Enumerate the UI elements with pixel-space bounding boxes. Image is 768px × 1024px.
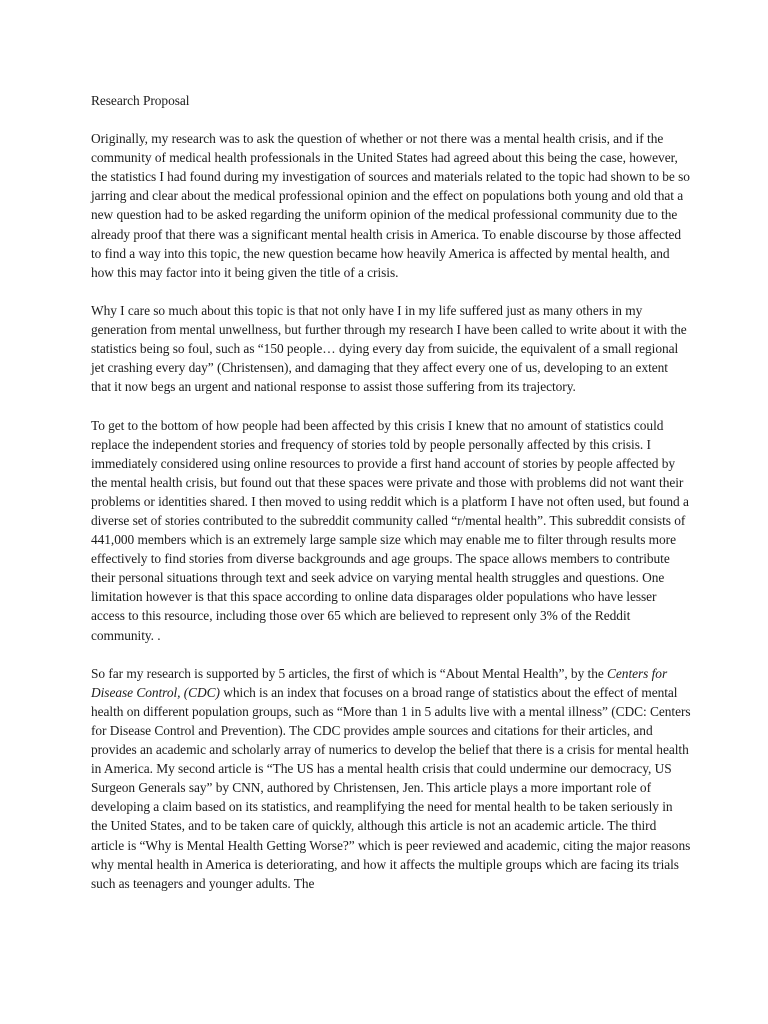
paragraph-4 — [91, 664, 691, 893]
paragraph-1 — [91, 129, 691, 282]
document-page — [91, 91, 691, 893]
document-title: Research Proposal — [91, 93, 190, 108]
paragraph-text: To get to the bottom of how people had been affected by this crisis I knew that no amount of statistics could replace the independent stories and frequency of stories told by people personally affected by this crisis. I immediately considered using online resources to provide a first hand account of stories by people affected by the mental health crisis, but found out that these spaces were private and those with problems did not want their problems or identities shared. I then moved to using reddit which is a platform I have not often used, but found a diverse set of stories contributed to the subreddit community called “r/mental health”. This subreddit consists of 441,000 members which is an extremely large sample size which may enable me to filter through results more effectively to find stories from diverse backgrounds and age groups. The space allows members to contribute their personal situations through text and seek advice on varying mental health struggles and questions. One limitation however is that this space according to online data disparages older populations who have lesser access to this resource, including those over 65 which are believed to represent only 3% of the Reddit community. . — [91, 417, 689, 643]
paragraph-text: Originally, my research was to ask the question of whether or not there was a mental health crisis, and if the community of medical health professionals in the United States had agreed about this being the case, however, the statistics I had found during my investigation of sources and materials related to the topic had shown to be so jarring and clear about the medical professional opinion and the effect on populations both young and old that a new question had to be asked regarding the uniform opinion of the medical professional community due to the already proof that there was a significant mental health crisis in America. To enable discourse by those affected to find a way into this topic, the new question became how heavily America is affected by mental health, and how this may factor into it being given the title of a crisis. — [91, 131, 690, 280]
paragraph-3 — [91, 416, 691, 645]
paragraph-text: which is an index that focuses on a broad range of statistics about the effect of mental health on different population groups, such as “More than 1 in 5 adults live with a mental illness” (CDC: Centers for Disease Control and Prevention). The CDC provides ample sources and citations for their articles, and provides an academic and scholarly array of numerics to develop the belief that there is a crisis for mental health in America. My second article is “The US has a mental health crisis that could undermine our democracy, US Surgeon Generals say” by CNN, authored by Christensen, Jen. This article plays a more important role of developing a claim based on its statistics, and reamplifying the need for mental health to be taken seriously in the United States, and to be taken care of quickly, although this article is not an academic article. The third article is “Why is Mental Health Getting Worse?” which is peer reviewed and academic, citing the major reasons why mental health in America is deteriorating, and how it affects the multiple groups which are facing its trials such as teenagers and younger adults. The — [91, 684, 691, 891]
paragraph-text: Why I care so much about this topic is that not only have I in my life suffered just as many others in my generation from mental unwellness, but further through my research I have been called to write about it with the statistics being so foul, such as “150 people… dying every day from suicide, the equivalent of a small regional jet crashing every day” (Christensen), and damaging that they affect every one of us, developing to an extent that it now begs an urgent and national response to assist those suffering from its trajectory. — [91, 302, 687, 395]
paragraph-text: So far my research is supported by 5 articles, the first of which is “About Mental Health”, by the — [91, 665, 608, 681]
paragraph-2 — [91, 301, 691, 396]
italic-source-name: Centers for Disease Control, (CDC) — [91, 665, 668, 700]
